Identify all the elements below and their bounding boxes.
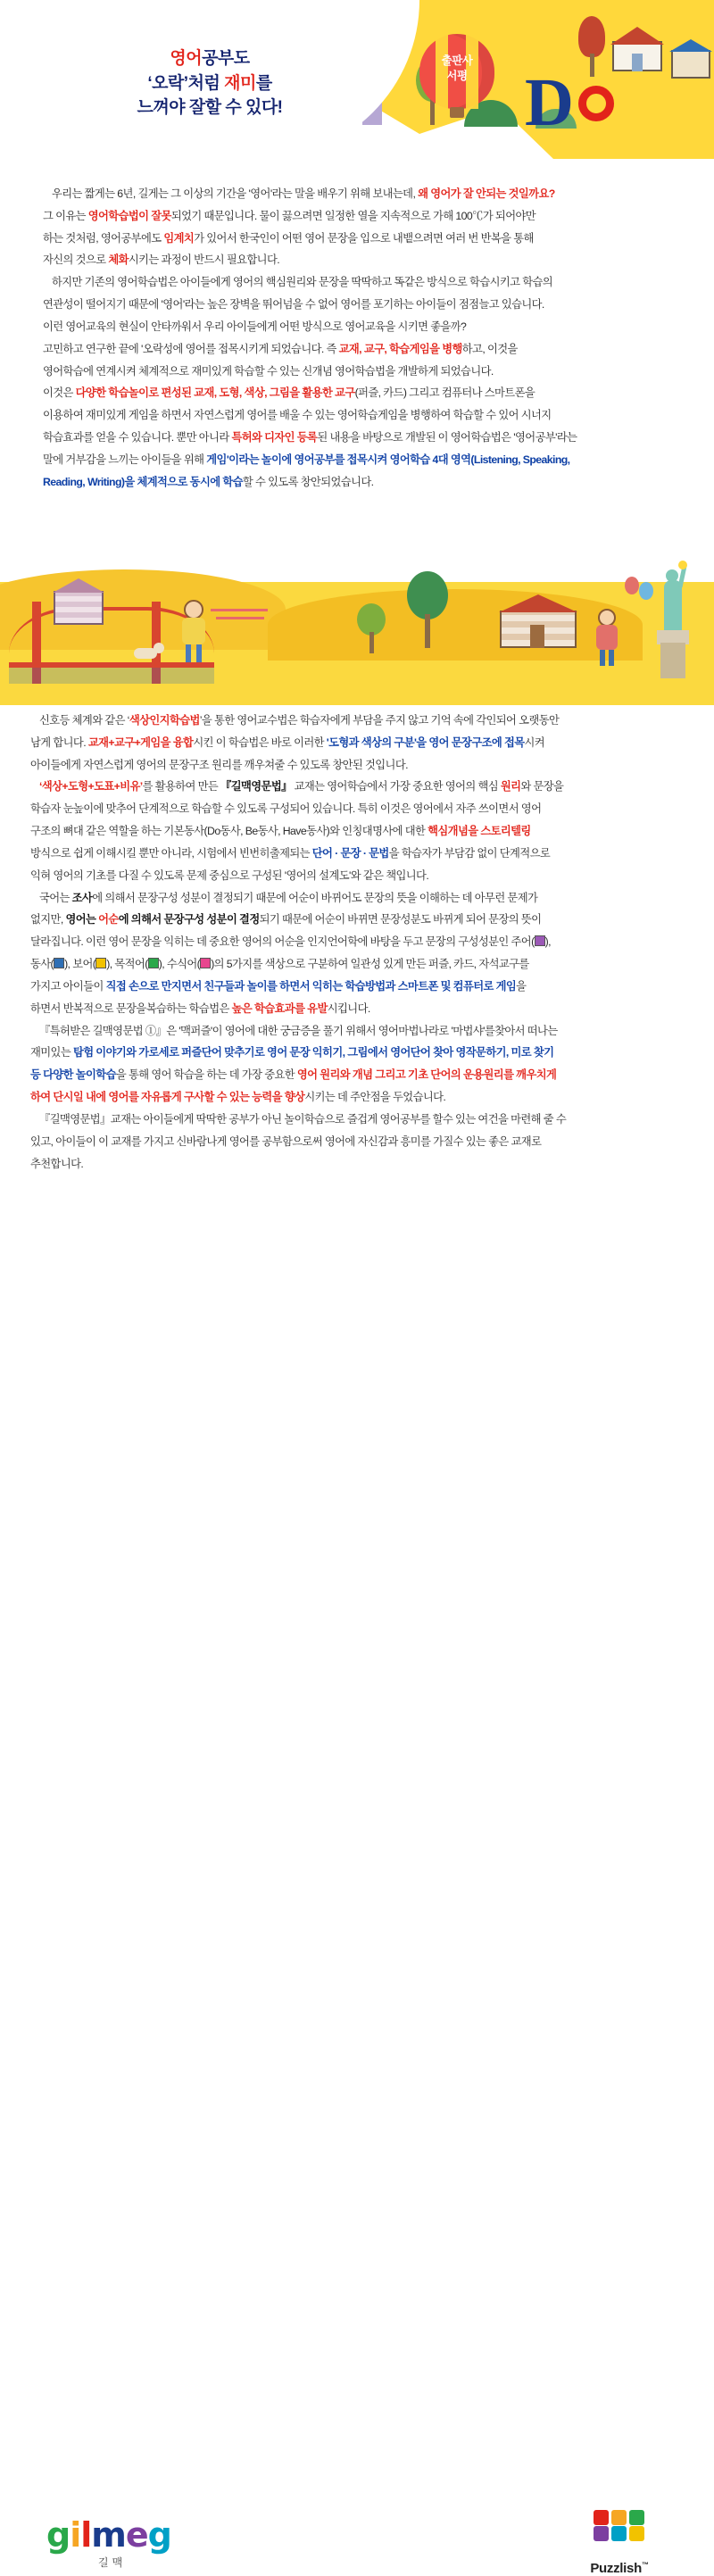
letter-o-decoration <box>578 86 614 121</box>
letter-d-decoration: D <box>525 65 574 140</box>
headline-line-2: ‘오락’처럼 재미를 <box>147 73 272 93</box>
house-icon-2 <box>671 39 710 82</box>
house-icon-4 <box>500 594 577 648</box>
main-paragraphs: 신호등 체계와 같은 ‘색상인지학습법’을 통한 영어교수법은 학습자에게 부담을 주지 않고 기억 속에 각인되어 오랫동안 남게 합니다. 교재+교구+게임을 융합시킨 이 학습법은 바로 이러한 '도형과 색상의 구분'을 영어 문장구조에 접목시켜 아이들에게 자연스럽게 영어의 문장구조 원리를 깨우쳐줄 수 있도록 창안된 것입니다. ‘색상+도형+도표+비유’를 활용하여 만든 『길맥영문법』 교재는 영어학습에서 가장 중요한 영어의 핵심 원리와 문장을 학습자 눈높이에 맞추어 단계적으로 학습할 수 있도록 구성되어 있습니다. 특히 이것은 영어에서 자주 쓰이면서 영어 구조의 뼈대 같은 역할을 하는 기본동사(Do동사, Be동사, Have동사)와 인칭대명사에 대한 핵심개념을 스토리텔링 방식으로 쉽게 이해시킬 뿐만 아니라, 시험에서 빈번히출제되는 단어 · 문장 · 문법을 학습자가 부담감 없이 단계적으로 익혀 영어의 기초를 다질 수 있도록 문제 중심으로 구성된 '영어의 설계도'와 같은 책입니다. 국어는 조사에 의해서 문장구성 성분이 결정되기 때문에 어순이 바뀌어도 문장의 뜻을 이해하는 데 아무런 문제가 없지만, 영어는 어순에 의해서 문장구성 성분이 결정되기 때문에 어순이 바뀌면 문장성분도 바뀌게 되어 문장의 뜻이 달라집니다. 이런 영어 문장을 익히는 데 중요한 영어의 어순을 인지언어학에 바탕을 두고 문장의 구성성분인 주어( ), 동사( ), 보어( ), 목적어( ), 수식어( )의 5가지를 색상으로 구분하여 일관성 있게 만든 퍼즐, 카드, 자석교구를 가지고 아이들이 직접 손으로 만지면서 친구들과 놀이를 하면서 익히는 학습방법과 스마트폰 및 컴퓨터로 게임을 하면서 반복적으로 문장을복습하는 학습법은 높은 학습효과를 유발시킵니다. 『특허받은 길맥영문법 ①』은 '맥퍼즐'이 영어에 대한 궁금증을 풀기 위해서 영어마법나라로 '마법샤'를찾아서 떠나는 재미있는 탐험 이야기와 가로세로 퍼즐단어 맞추기로 영어 문장 익히기, 그림에서 영어단어 찾아 영작문하기, 미로 찾기 등 다양한 놀이학습을 통해 영어 학습을 하는 데 가장 중요한 영어 원리와 개념 그리고 기초 단어의 운용원리를 깨우치게 하여 단시일 내에 영어를 자유롭게 구사할 수 있는 능력을 향상시키는 데 주안점을 두었습니다. 『길맥영문법』교재는 아이들에게 딱딱한 공부가 아닌 놀이학습으로 즐겁게 영어공부를 할수 있는 여건을 마련해 줄 수 있고, 아이들이 이 교재를 가지고 신바람나게 영어를 공부함으로써 영어에 자신감과 흥미를 가질수 있는 좋은 교재로 추천합니다. <box>30 714 567 1170</box>
child-figure-icon <box>175 600 211 662</box>
intro-paragraphs: 우리는 짧게는 6년, 길게는 그 이상의 기간을 '영어'라는 말을 배우기 위해 보내는데, 왜 영어가 잘 안되는 것일까요? 그 이유는 영어학습법이 잘못되었기 때문입니다. 물이 끓으려면 일정한 열을 지속적으로 가해 100℃가 되어야만 하는 것처럼, 영어공부에도 임계치가 있어서 한국인이 어떤 영어 문장을 입으로 내뱉으려면 여러 번 반복을 통해 자신의 것으로 체화시키는 과정이 반드시 필요합니다. 하지만 기존의 영어학습법은 아이들에게 영어의 핵심원리와 문장을 딱딱하고 똑같은 방식으로 학습시키고 학습의 연관성이 떨어지기 때문에 '영어'라는 높은 장벽을 뛰어넘을 수 없어 영어를 포기하는 아이들이 점점늘고 있습니다. 이런 영어교육의 현실이 안타까워서 우리 아이들에게 어떤 방식으로 영어교육을 시키면 좋을까? 고민하고 연구한 끝에 '오락성에 영어를 접목시키게 되었습니다. 즉 교재, 교구, 학습게임을 병행하고, 이것을 영어학습에 연계시켜 체계적으로 재미있게 학습할 수 있는 신개념 영어학습법을 개발하게 되었습니다. 이것은 다양한 학습놀이로 편성된 교재, 도형, 색상, 그림을 활용한 교구(퍼즐, 카드) 그리고 컴퓨터나 스마트폰을 이용하여 재미있게 게임을 하면서 자연스럽게 영어를 배울 수 있는 영어학습게임을 병행하여 학습할 수 있어 시너지 학습효과를 얻을 수 있습니다. 뿐만 아니라 특허와 디자인 등록된 내용을 바탕으로 개발된 이 영어학습법은 '영어공부'라는 말에 거부감을 느끼는 아이들을 위해 게임'이라는 놀이에 영어공부를 접목시켜 영어학습 4대 영역(Listening, Speaking, Reading, Writing)을 체계적으로 동시에 학습할 수 있도록 창안되었습니다. <box>43 187 577 488</box>
headline-line-1: 영어공부도 <box>170 49 250 68</box>
badge-label: 출판사 서평 <box>441 54 473 82</box>
tree-icon <box>571 16 612 79</box>
swatch-modifier <box>200 958 211 968</box>
page-title <box>0 46 419 120</box>
balloons-icon <box>625 577 660 621</box>
gilmeg-logo-sub: 길맥 <box>98 2556 127 2569</box>
dog-icon <box>134 643 164 662</box>
balloon-basket-icon <box>450 107 464 118</box>
gilmeg-logo: gilmeg <box>46 2515 171 2555</box>
tree-icon-4 <box>400 571 453 650</box>
top-illustration <box>0 0 714 159</box>
house-icon-3 <box>54 578 104 625</box>
middle-illustration <box>0 553 714 705</box>
swatch-subject <box>535 935 545 946</box>
house-icon <box>612 27 662 77</box>
swatch-object <box>148 958 159 968</box>
puzzle-icon <box>594 2510 645 2556</box>
footer <box>0 1250 714 2576</box>
child-figure-icon-2 <box>589 609 623 668</box>
puzzlish-label: Puzzlish™ <box>590 2561 649 2576</box>
speech-lines-icon <box>211 605 273 627</box>
swatch-complement <box>95 958 106 968</box>
hill-shape-2 <box>268 589 643 661</box>
publisher-review-badge <box>419 34 494 120</box>
puzzlish-logo <box>566 2510 673 2576</box>
tree-icon-5 <box>353 603 389 655</box>
headline-line-3: 느껴야 잘할 수 있다! <box>137 98 283 118</box>
swatch-verb <box>54 958 64 968</box>
